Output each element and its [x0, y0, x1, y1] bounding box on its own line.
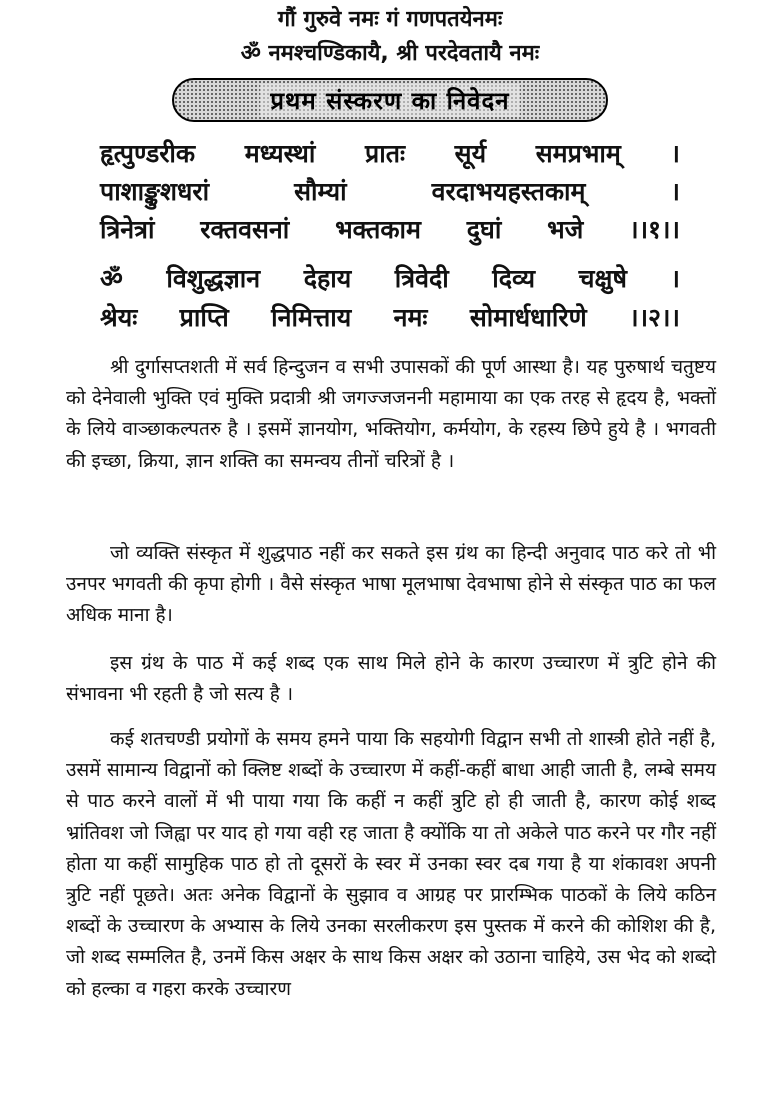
banner-title: प्रथम संस्करण का निवेदन [260, 84, 519, 117]
verse-line-1: हृत्पुण्डरीक मध्यस्थां प्रातः सूर्य समप्रभाम् । [100, 139, 680, 168]
verse-line-4: ॐ विशुद्धज्ञान देहाय त्रिवेदी दिव्य चक्षुषे । [100, 264, 680, 293]
paragraph-3-text: इस ग्रंथ के पाठ में कई शब्द एक साथ मिले होने के कारण उच्चारण में त्रुटि होने की संभावना भी रहती है जो सत्य है । [66, 652, 716, 706]
verse-line-3: त्रिनेत्रां रक्तवसनां भक्तकाम दुघां भजे ।।१।। [100, 215, 680, 244]
title-banner [172, 78, 608, 122]
paragraph-2 [66, 538, 716, 632]
verse-line-2: पाशाङ्कुशधरां सौम्यां वरदाभयहस्तकाम् । [100, 177, 680, 206]
paragraph-4 [66, 724, 716, 1005]
paragraph-1-text: श्री दुर्गासप्तशती में सर्व हिन्दुजन व सभी उपासकों की पूर्ण आस्था है। यह पुरुषार्थ चतुष्टय को देनेवाली भुक्ति एवं मुक्ति प्रदात्री श्री जगज्जजननी महामाया का एक तरह से हृदय है, भक्तों के लिये वाञ्छाकल्पतरु है । इसमें ज्ञानयोग, भक्तियोग, कर्मयोग, के रहस्य छिपे हुये है । भगवती की इच्छा, क्रिया, ज्ञान शक्ति का समन्वय तीनों चरित्रों है । [66, 356, 716, 472]
paragraph-1 [66, 352, 716, 477]
paragraph-4-text: कई शतचण्डी प्रयोगों के समय हमने पाया कि सहयोगी विद्वान सभी तो शास्त्री होते नहीं है, उसमें सामान्य विद्वानों को क्लिष्ट शब्दों के उच्चारण में कहीं-कहीं बाधा आही जाती है, लम्बे समय से पाठ करने वालों में भी पाया गया कि कहीं न कहीं त्रुटि हो ही जाती है, कारण कोई शब्द भ्रांतिवश जो जिह्वा पर याद हो गया वही रह जाता है क्योंकि या तो अकेले पाठ करने पर गौर नहीं होता या कहीं सामुहिक पाठ हो तो दूसरों के स्वर में उनका स्वर दब गया है या शंकावश अपनी त्रुटि नहीं पूछते। अतः अनेक विद्वानों के सुझाव व आग्रह पर प्रारम्भिक पाठकों के लिये कठिन शब्दों के उच्चारण के अभ्यास के लिये उनका सरलीकरण इस पुस्तक में करने की कोशिश की है, जो शब्द सम्मलित है, उनमें किस अक्षर के साथ किस अक्षर को उठाना चाहिये, उस भेद को शब्दो को हल्का व गहरा करके उच्चारण [66, 728, 716, 1000]
paragraph-2-text: जो व्यक्ति संस्कृत में शुद्धपाठ नहीं कर सकते इस ग्रंथ का हिन्दी अनुवाद पाठ करे तो भी उनपर भगवती की कृपा होगी । वैसे संस्कृत भाषा मूलभाषा देवभाषा होने से संस्कृत पाठ का फल अधिक माना है। [66, 542, 716, 627]
verse-line-5: श्रेयः प्राप्ति निमित्ताय नमः सोमार्धधारिणे ।।२।। [100, 303, 680, 332]
invocation-line-2: ॐ नमश्चण्डिकायै, श्री परदेवतायै नमः [240, 41, 540, 66]
paragraph-3 [66, 648, 716, 710]
invocation-line-1: गौं गुरुवे नमः गं गणपतयेनमः [277, 7, 503, 32]
